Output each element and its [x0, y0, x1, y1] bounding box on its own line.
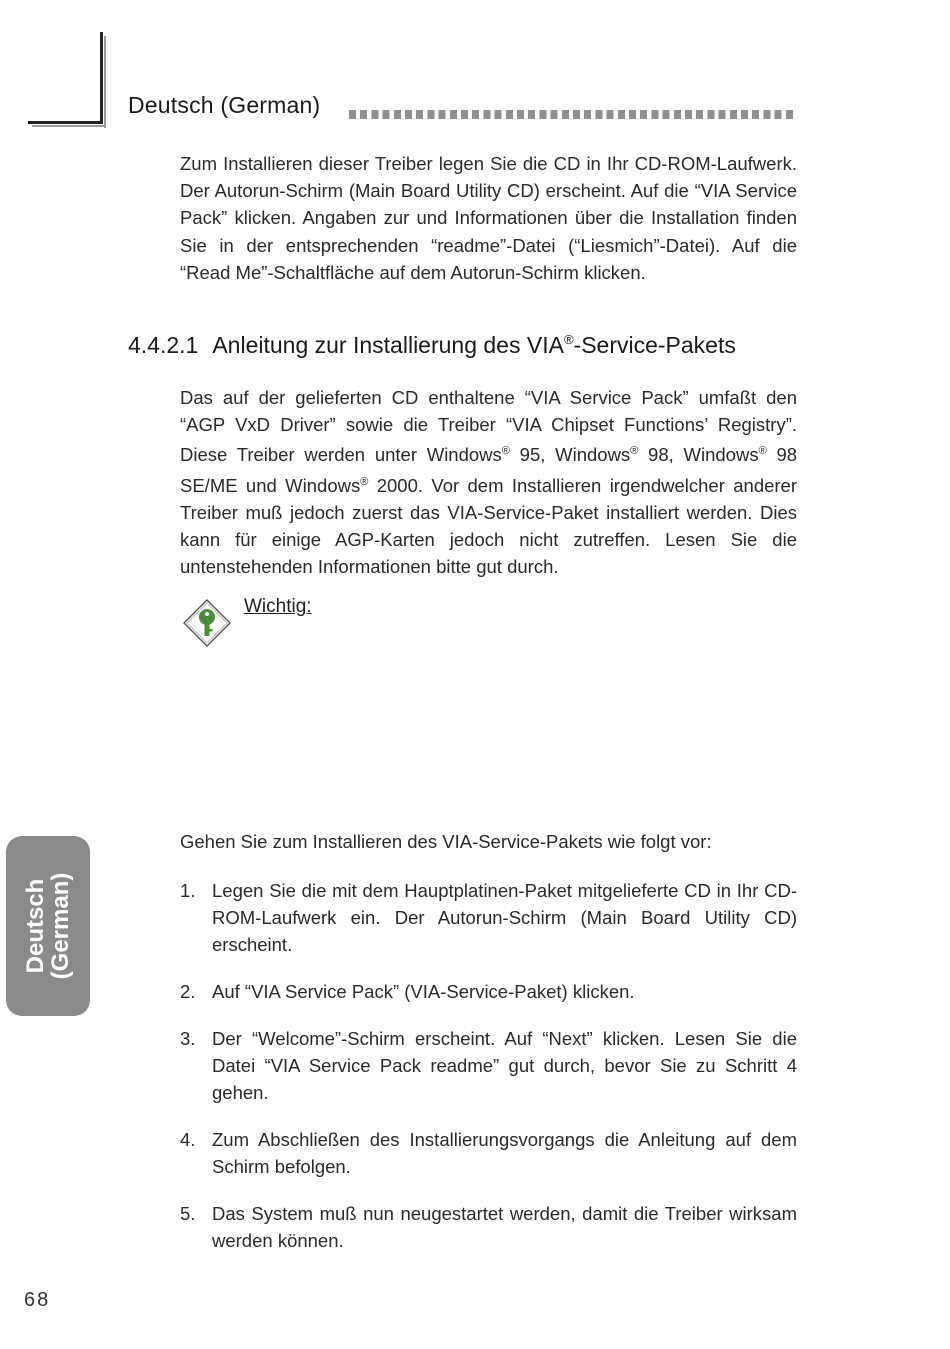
- section-title: Deutsch (German): [128, 92, 321, 118]
- subsection-title-part2: -Service-Pakets: [573, 332, 736, 358]
- step-number: 5.: [180, 1202, 196, 1224]
- registered-mark: ®: [630, 445, 639, 458]
- list-item: [180, 877, 797, 959]
- body-text-part3: 98, Windows: [638, 444, 759, 466]
- body-text-part2: 95, Windows: [509, 444, 631, 466]
- body-text-part1: Das auf der gelieferten CD enthaltene “VIA Service Pack” umfaßt den “AGP VxD Driver” sowie die Treiber “VIA Chipset Functions’ Registry”. Diese Treiber werden unter Windows: [180, 387, 797, 466]
- step-text: Das System muß nun neugestartet werden, damit die Treiber wirksam werden können.: [212, 1202, 797, 1252]
- body-text-part4: 98 SE/ME und Windows: [180, 444, 798, 496]
- registered-mark: ®: [501, 445, 510, 458]
- language-side-tab: [6, 836, 90, 1016]
- side-tab-label: [23, 873, 73, 980]
- page-number: 68: [24, 1289, 51, 1311]
- subsection-number: 4.4.2.1: [128, 332, 199, 358]
- side-tab-line1: Deutsch: [22, 878, 49, 974]
- body-text-part5: 2000. Vor dem Installieren irgendwelcher anderer Treiber muß jedoch zuerst das VIA-Service-Paket installiert werden. Dies kann für einige AGP-Karten jedoch nicht zutreffen. Lesen Sie die untenstehenden Informationen bitte gut durch.: [180, 474, 798, 578]
- list-item: [180, 1025, 797, 1107]
- list-item: [180, 1126, 797, 1180]
- step-text: Zum Abschließen des Installierungsvorgangs die Anleitung auf dem Schirm befolgen.: [212, 1128, 797, 1178]
- step-text: Der “Welcome”-Schirm erscheint. Auf “Next” klicken. Lesen Sie die Datei “VIA Service Pack readme” gut durch, bevor Sie zu Schritt 4 gehen.: [212, 1027, 797, 1104]
- steps-intro: Gehen Sie zum Installieren des VIA-Service-Pakets wie folgt vor:: [180, 831, 712, 852]
- step-number: 1.: [180, 880, 196, 901]
- corner-crop-mark: [28, 32, 104, 124]
- registered-mark: ®: [758, 445, 767, 458]
- subsection-heading: [128, 332, 736, 359]
- intro-paragraph: Zum Installieren dieser Treiber legen Sie die CD in Ihr CD-ROM-Laufwerk. Der Autorun-Schirm (Main Board Utility CD) erscheint. Auf die “VIA Service Pack” klicken. Angaben zur und Informationen über die Installation finden Sie in der entsprechenden “readme”-Datei (“Liesmich”-Datei). Auf die “Read Me”-Schaltfläche auf dem Autorun-Schirm klicken.: [180, 153, 797, 283]
- subsection-title-part1: Anleitung zur Installierung des VIA: [212, 332, 564, 358]
- step-text: Legen Sie die mit dem Hauptplatinen-Paket mitgelieferte CD in Ihr CD-ROM-Laufwerk ein. Der Autorun-Schirm (Main Board Utility CD) erscheint.: [212, 880, 797, 956]
- dot-leader: [349, 110, 797, 119]
- list-item: [180, 1200, 797, 1254]
- step-number: 2.: [180, 981, 196, 1003]
- note-label: Wichtig:: [244, 596, 312, 617]
- side-tab-line2: (German): [47, 872, 74, 980]
- list-item: [180, 978, 797, 1005]
- step-text: Auf “VIA Service Pack” (VIA-Service-Paket) klicken.: [212, 981, 635, 1003]
- step-number: 4.: [180, 1128, 196, 1150]
- registered-mark: ®: [360, 475, 369, 488]
- steps-list: [180, 877, 797, 1274]
- registered-mark: ®: [563, 332, 574, 347]
- key-note-icon: [182, 598, 232, 648]
- body-paragraph: [180, 384, 797, 580]
- step-number: 3.: [180, 1027, 196, 1049]
